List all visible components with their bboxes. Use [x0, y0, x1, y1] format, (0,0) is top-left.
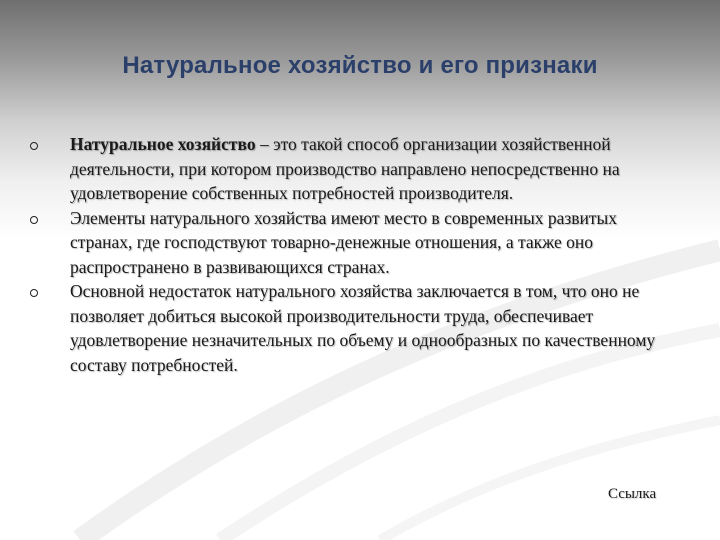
bullet-body: Элементы натурального хозяйства имеют место в современных развитых странах, где господствуют товарно-денежные отношения, а также оно распространено в развивающихся странах.: [70, 207, 618, 277]
bullet-text: [70, 279, 680, 377]
bullet-body: – это такой способ организации хозяйственной деятельности, при котором производство направлено непосредственно на удовлетворение собственных потребностей производителя.: [70, 134, 620, 203]
bullet-text: [70, 206, 680, 280]
bullet-marker-icon: [30, 142, 38, 150]
bullet-item: [30, 279, 680, 377]
bullet-list: [30, 132, 680, 377]
bullet-item: [30, 132, 680, 206]
bullet-body: Основной недостаток натурального хозяйства заключается в том, что оно не позволяет добиться высокой производительности труда, обеспечивает удовлетворение незначительных по объему и однообразных по качественному составу потребностей.: [70, 281, 656, 375]
bullet-marker-icon: [30, 289, 38, 297]
bullet-text: [70, 132, 680, 206]
bullet-marker-icon: [30, 216, 38, 224]
link-button[interactable]: Ссылка: [608, 486, 657, 502]
bullet-item: [30, 206, 680, 280]
bullet-term: Натуральное хозяйство: [70, 134, 256, 154]
slide-title: Натуральное хозяйство и его признаки: [122, 52, 598, 79]
